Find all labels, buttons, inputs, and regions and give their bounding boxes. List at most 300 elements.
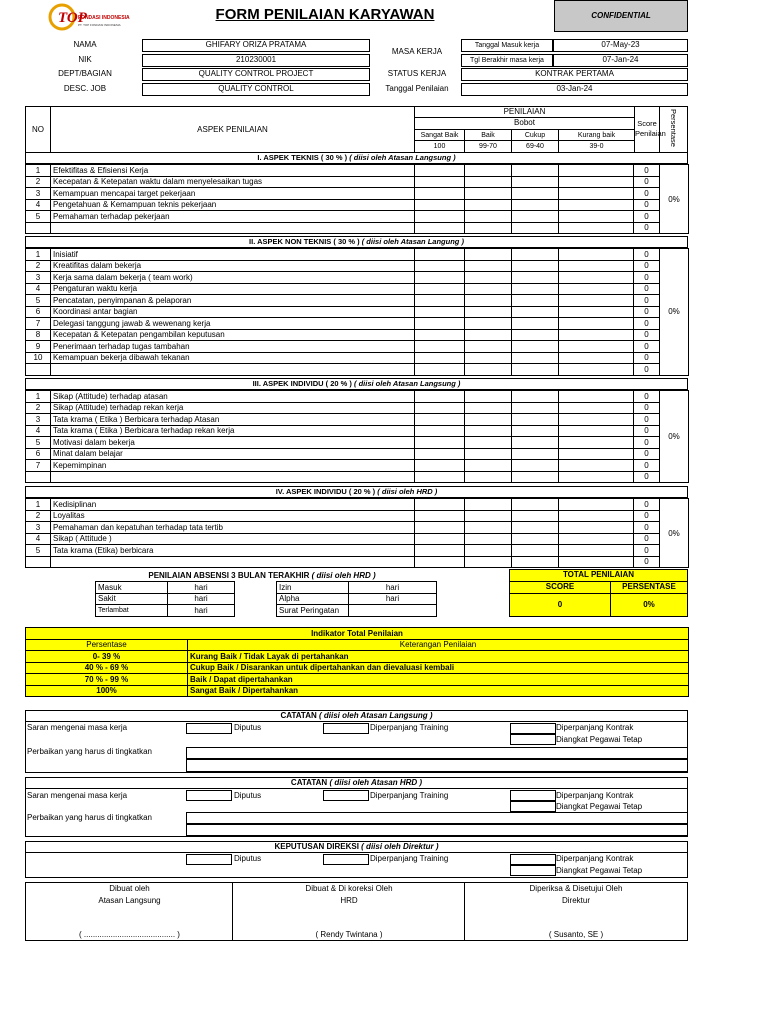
rating-cell[interactable] xyxy=(512,211,559,223)
score-cell: 0 xyxy=(634,499,660,511)
tetap-checkbox-3[interactable] xyxy=(510,865,556,876)
table-row xyxy=(26,176,689,188)
sakit-hari[interactable]: hari xyxy=(168,593,235,605)
aspect-label: Kecepatan & Ketepatan pengambilan keputusan xyxy=(51,329,415,341)
rating-cell[interactable] xyxy=(465,295,512,307)
rating-cell[interactable] xyxy=(415,391,465,403)
row-number: 2 xyxy=(26,176,51,188)
signature-hrd xyxy=(233,883,465,940)
status-value[interactable]: KONTRAK PERTAMA xyxy=(461,68,688,81)
score-cell: 0 xyxy=(634,402,660,414)
catatan1-header xyxy=(26,711,687,722)
dept-value[interactable]: QUALITY CONTROL PROJECT xyxy=(142,68,370,81)
rating-cell[interactable] xyxy=(559,318,634,330)
rating-cell[interactable] xyxy=(559,272,634,284)
masuk-hari[interactable]: hari xyxy=(168,582,235,594)
row-number: 4 xyxy=(26,283,51,295)
cukup-col: Cukup xyxy=(512,129,559,141)
table-row xyxy=(26,165,689,177)
row-number: 5 xyxy=(26,211,51,223)
rating-cell[interactable] xyxy=(415,283,465,295)
rating-cell[interactable] xyxy=(415,188,465,200)
score-cell: 0 xyxy=(634,425,660,437)
rating-cell[interactable] xyxy=(512,295,559,307)
rating-cell[interactable] xyxy=(465,510,512,522)
absensi-left-table xyxy=(95,581,235,617)
status-label: STATUS KERJA xyxy=(387,69,447,78)
page-title: FORM PENILAIAN KARYAWAN xyxy=(215,6,435,23)
training-checkbox-2[interactable] xyxy=(323,790,369,801)
aspect-label: Koordinasi antar bagian xyxy=(51,306,415,318)
rating-cell[interactable] xyxy=(559,402,634,414)
rating-cell[interactable] xyxy=(465,283,512,295)
sig1-line2: Atasan Langsung xyxy=(98,896,161,905)
tetap-label-2: Diangkat Pegawai Tetap xyxy=(556,802,643,811)
score-cell: 0 xyxy=(634,176,660,188)
rating-cell[interactable] xyxy=(512,499,559,511)
training-checkbox-1[interactable] xyxy=(323,723,369,734)
confidential-label: CONFIDENTIAL xyxy=(591,11,651,20)
rating-cell[interactable] xyxy=(512,329,559,341)
aspect-label: Sikap (Attitude) terhadap atasan xyxy=(51,391,415,403)
sig2-line1: Dibuat & Di koreksi Oleh xyxy=(305,884,393,893)
perbaikan-input-2a[interactable] xyxy=(186,812,688,824)
table-row xyxy=(26,306,689,318)
table-row xyxy=(26,425,689,437)
rating-cell[interactable] xyxy=(415,318,465,330)
row-number: 7 xyxy=(26,460,51,472)
rating-cell[interactable] xyxy=(512,188,559,200)
score-cell: 0 xyxy=(634,471,660,483)
rating-cell[interactable] xyxy=(465,448,512,460)
perbaikan-input-1a[interactable] xyxy=(186,747,688,759)
kontrak-checkbox-1[interactable] xyxy=(510,723,556,734)
rating-cell[interactable] xyxy=(559,295,634,307)
rating-cell xyxy=(512,364,559,376)
rating-cell[interactable] xyxy=(465,211,512,223)
rating-cell[interactable] xyxy=(415,414,465,426)
rating-cell[interactable] xyxy=(512,545,559,557)
rating-cell[interactable] xyxy=(415,165,465,177)
rating-cell[interactable] xyxy=(465,522,512,534)
logo-sub: FONDASI INDONESIA xyxy=(78,15,130,21)
row-number xyxy=(26,471,51,483)
score-cell: 0 xyxy=(634,391,660,403)
aspect-label: Motivasi dalam bekerja xyxy=(51,437,415,449)
rating-cell[interactable] xyxy=(512,414,559,426)
row-number: 2 xyxy=(26,510,51,522)
rating-cell[interactable] xyxy=(559,211,634,223)
row-number: 1 xyxy=(26,249,51,261)
rating-cell[interactable] xyxy=(415,176,465,188)
score-cell: 0 xyxy=(634,364,660,376)
aspect-label: Kepemimpinan xyxy=(51,460,415,472)
table-row xyxy=(26,211,689,223)
row-number: 3 xyxy=(26,522,51,534)
score-cell: 0 xyxy=(634,222,660,234)
indikator-range-4: 100% xyxy=(26,685,188,697)
rating-cell[interactable] xyxy=(415,211,465,223)
kontrak-checkbox-2[interactable] xyxy=(510,790,556,801)
signature-section xyxy=(25,882,688,941)
range-99-70: 99-70 xyxy=(465,141,512,152)
rating-cell[interactable] xyxy=(415,533,465,545)
total-score-label: SCORE xyxy=(510,582,611,594)
score-cell: 0 xyxy=(634,437,660,449)
aspect-label: Kerja sama dalam bekerja ( team work) xyxy=(51,272,415,284)
aspect-label: Kreatifitas dalam bekerja xyxy=(51,260,415,272)
section-table xyxy=(25,498,689,568)
score-cell: 0 xyxy=(634,545,660,557)
rating-cell xyxy=(415,364,465,376)
rating-cell[interactable] xyxy=(465,499,512,511)
aspect-label: Kecepatan & Ketepatan waktu dalam menyelesaikan tugas xyxy=(51,176,415,188)
rating-cell[interactable] xyxy=(415,306,465,318)
rating-cell xyxy=(465,556,512,568)
rating-cell[interactable] xyxy=(512,283,559,295)
aspect-label: Kemampuan mencapai target pekerjaan xyxy=(51,188,415,200)
rating-cell[interactable] xyxy=(559,437,634,449)
rating-cell[interactable] xyxy=(512,306,559,318)
rating-cell[interactable] xyxy=(512,341,559,353)
catatan1-note: ( diisi oleh Atasan Langsung ) xyxy=(319,711,433,720)
rating-cell[interactable] xyxy=(559,499,634,511)
rating-cell[interactable] xyxy=(559,249,634,261)
aspect-label: Kemampuan bekerja dibawah tekanan xyxy=(51,352,415,364)
total-persen-label: PERSENTASE xyxy=(611,582,687,594)
rating-cell[interactable] xyxy=(465,318,512,330)
row-number: 8 xyxy=(26,329,51,341)
table-row xyxy=(26,318,689,330)
rating-cell[interactable] xyxy=(465,341,512,353)
row-number: 7 xyxy=(26,318,51,330)
indikator-desc-4: Sangat Baik / Dipertahankan xyxy=(188,685,689,697)
rating-cell[interactable] xyxy=(512,199,559,211)
rating-cell xyxy=(415,222,465,234)
catatan-atasan-section xyxy=(25,710,688,773)
table-row xyxy=(26,448,689,460)
aspect-label: Inisiatif xyxy=(51,249,415,261)
nik-value[interactable]: 210230001 xyxy=(142,54,370,67)
rating-cell[interactable] xyxy=(415,249,465,261)
section-title-text: IV. ASPEK INDIVIDU ( 20 % ) xyxy=(275,487,376,496)
rating-cell[interactable] xyxy=(415,341,465,353)
aspect-label: Minat dalam belajar xyxy=(51,448,415,460)
rating-cell[interactable] xyxy=(465,391,512,403)
total-score-value: 0 xyxy=(510,594,611,616)
indikator-desc-3: Baik / Dapat dipertahankan xyxy=(188,674,689,686)
rating-cell[interactable] xyxy=(415,329,465,341)
rating-cell[interactable] xyxy=(559,460,634,472)
sig2-line2: HRD xyxy=(340,896,358,905)
rating-cell[interactable] xyxy=(559,176,634,188)
rating-cell[interactable] xyxy=(415,437,465,449)
training-label-2: Diperpanjang Training xyxy=(370,791,449,800)
rating-cell[interactable] xyxy=(512,391,559,403)
row-number: 1 xyxy=(26,391,51,403)
rating-cell[interactable] xyxy=(415,272,465,284)
table-row xyxy=(26,188,689,200)
rating-cell[interactable] xyxy=(415,352,465,364)
section-table xyxy=(25,164,689,234)
absensi-note: ( diisi oleh HRD ) xyxy=(311,571,376,580)
absensi-title-text: PENILAIAN ABSENSI 3 BULAN TERAKHIR xyxy=(148,571,310,580)
table-row xyxy=(26,199,689,211)
rating-cell[interactable] xyxy=(512,352,559,364)
company-logo xyxy=(48,2,130,34)
tgl-berakhir-value[interactable]: 07-Jan-24 xyxy=(553,54,688,67)
table-row xyxy=(26,222,689,234)
rating-cell[interactable] xyxy=(559,260,634,272)
rating-cell[interactable] xyxy=(465,352,512,364)
score-cell: 0 xyxy=(634,533,660,545)
diputus-checkbox-2[interactable] xyxy=(186,790,232,801)
section-title-note: ( diisi oleh Atasan Langung ) xyxy=(361,237,464,246)
aspect-label xyxy=(51,364,415,376)
kontrak-label-2: Diperpanjang Kontrak xyxy=(556,791,634,800)
rating-cell[interactable] xyxy=(559,545,634,557)
rating-cell[interactable] xyxy=(465,176,512,188)
aspect-label: Tata krama ( Etika ) Berbicara terhadap Atasan xyxy=(51,414,415,426)
persentase-header: Persentase xyxy=(669,109,678,147)
alpha-hari[interactable]: hari xyxy=(349,593,437,605)
indikator-range-2: 40 % - 69 % xyxy=(26,662,188,674)
masa-kerja-label: MASA KERJA xyxy=(391,47,443,56)
perbaikan-input-2b[interactable] xyxy=(186,824,688,836)
row-number: 4 xyxy=(26,425,51,437)
rating-cell[interactable] xyxy=(512,448,559,460)
rating-cell[interactable] xyxy=(512,165,559,177)
rating-cell[interactable] xyxy=(559,188,634,200)
score-cell: 0 xyxy=(634,283,660,295)
diputus-label-2: Diputus xyxy=(234,791,262,800)
rating-cell[interactable] xyxy=(465,165,512,177)
rating-cell[interactable] xyxy=(415,425,465,437)
training-label-1: Diperpanjang Training xyxy=(370,723,449,732)
aspect-label: Loyalitas xyxy=(51,510,415,522)
indikator-desc-1: Kurang Baik / Tidak Layak di pertahankan xyxy=(188,651,689,663)
rating-cell[interactable] xyxy=(415,402,465,414)
training-checkbox-3[interactable] xyxy=(323,854,369,865)
terlambat-hari[interactable]: hari xyxy=(168,605,235,617)
confidential-box xyxy=(554,0,688,32)
rating-cell[interactable] xyxy=(559,391,634,403)
rating-cell[interactable] xyxy=(465,425,512,437)
rating-cell[interactable] xyxy=(465,460,512,472)
section-percent: 0% xyxy=(660,249,689,376)
rating-cell[interactable] xyxy=(512,533,559,545)
score-cell: 0 xyxy=(634,510,660,522)
section-percent: 0% xyxy=(660,499,689,568)
rating-cell[interactable] xyxy=(465,329,512,341)
masuk-label: Masuk xyxy=(96,582,168,594)
row-number: 10 xyxy=(26,352,51,364)
rating-cell xyxy=(415,471,465,483)
rating-cell[interactable] xyxy=(512,522,559,534)
rating-cell[interactable] xyxy=(512,260,559,272)
logo-text: TOP xyxy=(58,10,87,26)
rating-cell xyxy=(559,222,634,234)
table-row xyxy=(26,329,689,341)
aspect-label: Tata krama (Etika) berbicara xyxy=(51,545,415,557)
score-cell: 0 xyxy=(634,318,660,330)
perbaikan-label-1: Perbaikan yang harus di tingkatkan xyxy=(27,747,152,756)
rating-cell xyxy=(559,471,634,483)
sig1-name: ( ......................................... ) xyxy=(79,930,180,939)
section-title-text: II. ASPEK NON TEKNIS ( 30 % ) xyxy=(249,237,360,246)
rating-cell xyxy=(465,364,512,376)
kontrak-checkbox-3[interactable] xyxy=(510,854,556,865)
rating-cell[interactable] xyxy=(465,260,512,272)
rating-cell[interactable] xyxy=(512,272,559,284)
rating-cell[interactable] xyxy=(465,188,512,200)
table-row xyxy=(26,352,689,364)
surat-value[interactable] xyxy=(349,605,437,617)
rating-cell[interactable] xyxy=(465,402,512,414)
rating-cell[interactable] xyxy=(465,249,512,261)
aspect-label: Pencatatan, penyimpanan & pelaporan xyxy=(51,295,415,307)
aspek-header: ASPEK PENILAIAN xyxy=(51,107,415,152)
score-cell: 0 xyxy=(634,556,660,568)
rating-cell[interactable] xyxy=(465,545,512,557)
diputus-checkbox-3[interactable] xyxy=(186,854,232,865)
rating-cell[interactable] xyxy=(415,510,465,522)
indikator-col1: Persentase xyxy=(26,639,188,651)
rating-cell[interactable] xyxy=(559,510,634,522)
rating-cell[interactable] xyxy=(559,522,634,534)
rating-cell[interactable] xyxy=(559,352,634,364)
nik-label: NIK xyxy=(78,55,92,64)
diputus-checkbox-1[interactable] xyxy=(186,723,232,734)
rating-cell[interactable] xyxy=(559,448,634,460)
section-title-text: III. ASPEK INDIVIDU ( 20 % ) xyxy=(252,379,352,388)
rating-cell[interactable] xyxy=(415,260,465,272)
keputusan-direksi-section xyxy=(25,841,688,878)
job-value[interactable]: QUALITY CONTROL xyxy=(142,83,370,96)
rating-cell xyxy=(512,556,559,568)
row-number: 3 xyxy=(26,414,51,426)
score-cell: 0 xyxy=(634,249,660,261)
table-row xyxy=(26,556,689,568)
score-cell: 0 xyxy=(634,199,660,211)
rating-cell[interactable] xyxy=(415,522,465,534)
absensi-title xyxy=(132,571,392,581)
rating-cell[interactable] xyxy=(415,295,465,307)
rating-cell xyxy=(559,556,634,568)
rating-cell[interactable] xyxy=(559,329,634,341)
table-row xyxy=(26,437,689,449)
row-number: 1 xyxy=(26,499,51,511)
tgl-masuk-value[interactable]: 07-May-23 xyxy=(553,39,688,52)
section-percent: 0% xyxy=(660,391,689,483)
rating-cell[interactable] xyxy=(415,499,465,511)
section-title-note: ( diisi oleh HRD ) xyxy=(377,487,438,496)
catatan2-header xyxy=(26,778,687,789)
no-header: NO xyxy=(26,107,51,152)
total-persen-value: 0% xyxy=(643,600,655,609)
table-row xyxy=(26,272,689,284)
table-row xyxy=(26,545,689,557)
rating-cell[interactable] xyxy=(512,249,559,261)
indikator-table xyxy=(25,627,689,697)
kontrak-label-3: Diperpanjang Kontrak xyxy=(556,854,634,863)
table-row xyxy=(26,522,689,534)
perbaikan-input-1b[interactable] xyxy=(186,759,688,772)
score-header: Score Penilaian xyxy=(634,107,660,152)
rating-cell[interactable] xyxy=(415,448,465,460)
rating-cell[interactable] xyxy=(465,414,512,426)
rating-cell[interactable] xyxy=(559,425,634,437)
rating-cell[interactable] xyxy=(512,176,559,188)
signature-atasan xyxy=(26,883,233,940)
rating-cell[interactable] xyxy=(465,306,512,318)
rating-cell[interactable] xyxy=(512,460,559,472)
rating-cell[interactable] xyxy=(465,199,512,211)
rating-cell[interactable] xyxy=(512,402,559,414)
tetap-checkbox-1[interactable] xyxy=(510,734,556,745)
rating-cell[interactable] xyxy=(559,414,634,426)
row-number: 5 xyxy=(26,545,51,557)
aspect-label: Pemahaman dan kepatuhan terhadap tata tertib xyxy=(51,522,415,534)
saran-label-2: Saran mengenai masa kerja xyxy=(27,791,128,800)
rating-cell[interactable] xyxy=(512,425,559,437)
rating-cell[interactable] xyxy=(559,306,634,318)
rating-cell[interactable] xyxy=(465,437,512,449)
rating-cell[interactable] xyxy=(465,533,512,545)
rating-cell[interactable] xyxy=(512,318,559,330)
tgl-berakhir-label: Tgl Berakhir masa kerja xyxy=(461,54,553,67)
rating-cell[interactable] xyxy=(559,533,634,545)
aspect-label xyxy=(51,556,415,568)
nama-value[interactable]: GHIFARY ORIZA PRATAMA xyxy=(142,39,370,52)
alpha-label: Alpha xyxy=(277,593,349,605)
rating-cell[interactable] xyxy=(559,199,634,211)
training-label-3: Diperpanjang Training xyxy=(370,854,449,863)
kurang-baik-col: Kurang baik xyxy=(559,129,634,141)
range-39-0: 39-0 xyxy=(589,143,604,150)
rating-cell[interactable] xyxy=(415,199,465,211)
rating-cell[interactable] xyxy=(559,341,634,353)
row-number: 1 xyxy=(26,165,51,177)
aspect-label: Pengetahuan & Kemampuan teknis pekerjaan xyxy=(51,199,415,211)
tgl-penilaian-value[interactable]: 03-Jan-24 xyxy=(461,83,688,96)
rating-cell[interactable] xyxy=(512,437,559,449)
catatan-hrd-section xyxy=(25,777,688,837)
catatan2-note: ( diisi oleh Atasan HRD ) xyxy=(329,778,423,787)
score-cell: 0 xyxy=(634,329,660,341)
tetap-label-1: Diangkat Pegawai Tetap xyxy=(556,735,643,744)
rating-cell[interactable] xyxy=(512,510,559,522)
keputusan-note: ( diisi oleh Direktur ) xyxy=(361,842,439,851)
assessment-header xyxy=(25,106,688,153)
row-number: 6 xyxy=(26,448,51,460)
izin-label: Izin xyxy=(277,582,349,594)
rating-cell[interactable] xyxy=(415,545,465,557)
section-table xyxy=(25,390,689,483)
score-cell: 0 xyxy=(634,188,660,200)
rating-cell xyxy=(512,471,559,483)
saran-label-1: Saran mengenai masa kerja xyxy=(27,723,128,732)
izin-hari[interactable]: hari xyxy=(349,582,437,594)
sakit-label: Sakit xyxy=(96,593,168,605)
tetap-checkbox-2[interactable] xyxy=(510,801,556,812)
rating-cell[interactable] xyxy=(465,272,512,284)
table-row xyxy=(26,414,689,426)
rating-cell[interactable] xyxy=(415,460,465,472)
rating-cell[interactable] xyxy=(559,283,634,295)
rating-cell[interactable] xyxy=(559,165,634,177)
score-cell: 0 xyxy=(634,306,660,318)
